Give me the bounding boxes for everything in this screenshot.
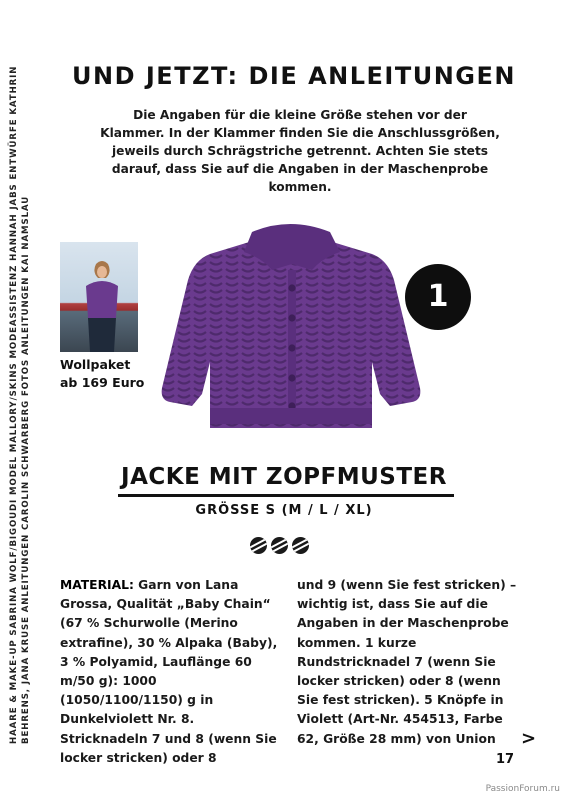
model-photo [60, 242, 138, 352]
intro-paragraph: Die Angaben für die kleine Größe stehen vor der Klammer. In der Klammer finden Sie die Anschlussgrößen, jeweils durch Schrägstriche getrennt. Achten Sie stets darauf, dass Sie auf die Angaben in der Maschenprobe kommen. [100, 108, 500, 194]
yarn-ball-icon [271, 537, 288, 554]
model-figure [82, 260, 122, 352]
cable-knit-cardigan-image [160, 218, 422, 428]
material-column-left [60, 576, 282, 768]
kit-price: ab 169 Euro [60, 375, 145, 390]
yarn-ball-icon [250, 537, 267, 554]
page-number: 17 [496, 752, 515, 767]
watermark: PassionForum.ru [485, 784, 560, 794]
kit-price-caption [60, 356, 160, 392]
photo-credits-vertical: HAARE & MAKE-UP SABRINA WOLF/BIGOUDI MODEL MALLORY/SKINS MODEASSISTENZ HANNAH JABS ENTWÜRFE KATHRIN BEHRENS, JANA KRUSE ANLEITUNGEN CAROLIN SCHWARBERG FOTOS ANLEITUNGEN KAI NAMSLAU [9, 65, 31, 744]
kit-label: Wollpaket [60, 357, 131, 372]
title-underline [118, 494, 454, 497]
yarn-ball-icon [292, 537, 309, 554]
size-line: GRÖSSE S (M / L / XL) [195, 503, 373, 518]
pattern-number-badge: 1 [405, 264, 471, 330]
material-column-right: und 9 (wenn Sie fest stricken) – wichtig ist, dass Sie auf die Angaben in der Maschenprobe kommen. 1 kurze Rundstricknadel 7 (wenn Sie locker stricken) oder 8 (wenn Sie fest stricken). 5 Knöpfe in Violett (Art-Nr. 454513, Farbe 62, Größe 28 mm) von Union [297, 578, 517, 746]
material-text-left: Garn von Lana Grossa, Qualität „Baby Chain“ (67 % Schurwolle (Merino extrafine), 30 % Alpaka (Baby), 3 % Polyamid, Lauflänge 60 m/50 g): 1000 (1050/1100/1150) g in Dunkelviolett Nr. 8. Stricknadeln 7 und 8 (wenn Sie locker stricken) oder 8 [60, 578, 278, 765]
material-label: MATERIAL: [60, 578, 134, 592]
pattern-title: JACKE MIT ZOPFMUSTER [121, 464, 447, 490]
page-title: UND JETZT: DIE ANLEITUNGEN [72, 62, 516, 90]
difficulty-rating [250, 537, 309, 554]
next-page-arrow-icon: > [521, 728, 537, 749]
